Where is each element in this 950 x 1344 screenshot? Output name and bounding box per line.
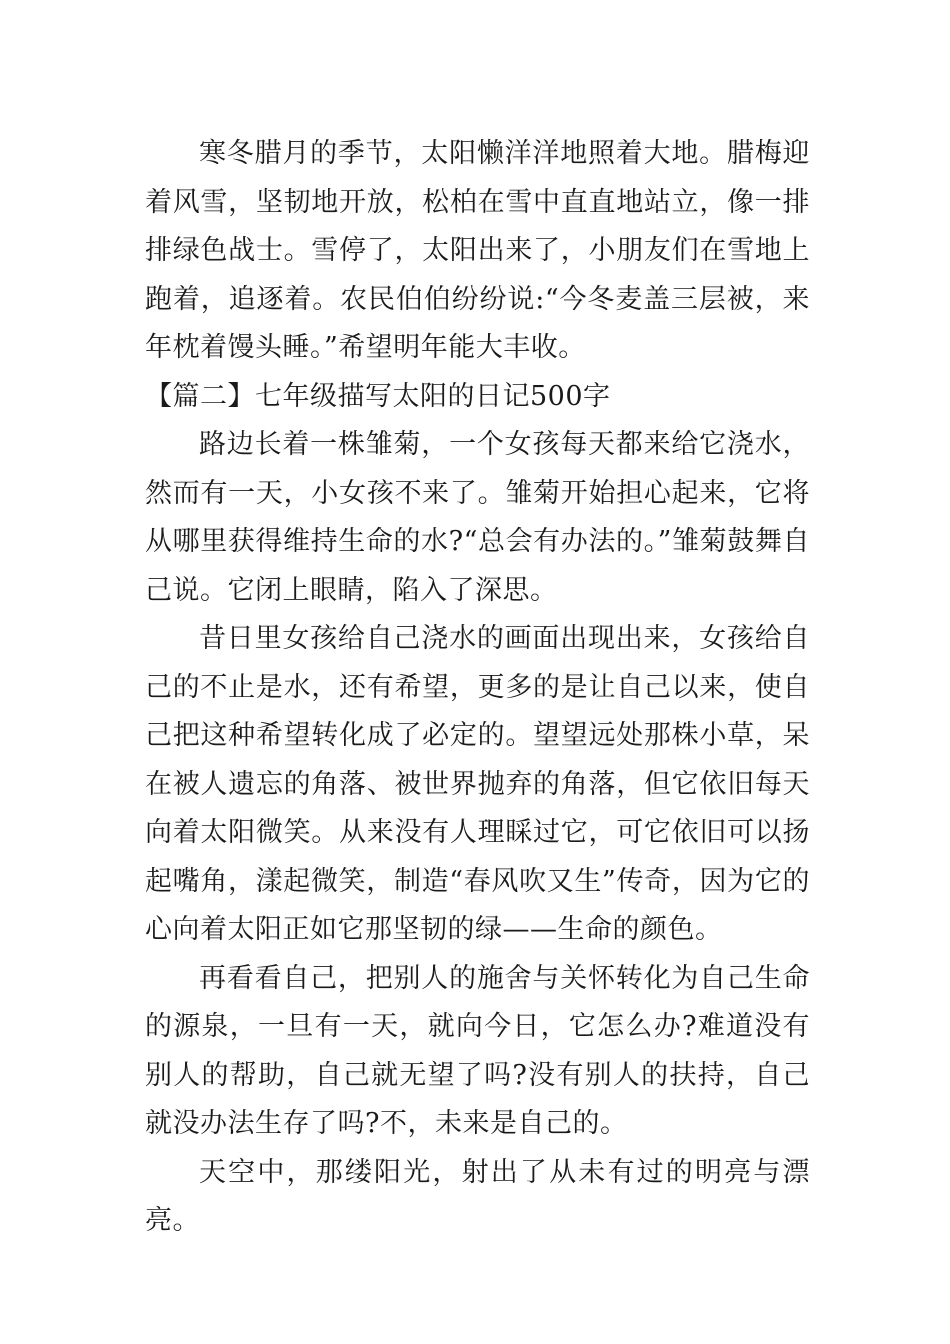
paragraph-daisy: 路边长着一株雏菊，一个女孩每天都来给它浇水，然而有一天，小女孩不来了。雏菊开始担心起来，它将从哪里获得维持生命的水?“总会有办法的。”雏菊鼓舞自己说。它闭上眼睛，陷入了深思。: [145, 429, 810, 606]
document-body: [145, 130, 810, 1246]
paragraph-sunlight: 天空中，那缕阳光，射出了从未有过的明亮与漂亮。: [145, 1156, 810, 1236]
section-heading: 【篇二】七年级描写太阳的日记500字: [145, 380, 611, 412]
paragraph-winter: 寒冬腊月的季节，太阳懒洋洋地照着大地。腊梅迎着风雪，坚韧地开放，松柏在雪中直直地站立，像一排排绿色战士。雪停了，太阳出来了，小朋友们在雪地上跑着，追逐着。农民伯伯纷纷说:“今冬麦盖三层被，来年枕着馒头睡。”希望明年能大丰收。: [145, 138, 810, 363]
paragraph-reflection: 再看看自己，把别人的施舍与关怀转化为自己生命的源泉，一旦有一天，就向今日，它怎么办?难道没有别人的帮助，自己就无望了吗?没有别人的扶持，自己就没办法生存了吗?不，未来是自己的。: [145, 962, 810, 1139]
paragraph-memory: 昔日里女孩给自己浇水的画面出现出来，女孩给自己的不止是水，还有希望，更多的是让自己以来，使自己把这种希望转化成了必定的。望望远处那株小草，呆在被人遗忘的角落、被世界抛弃的角落，但它依旧每天向着太阳微笑。从来没有人理睬过它，可它依旧可以扬起嘴角，漾起微笑，制造“春风吹又生”传奇，因为它的心向着太阳正如它那坚韧的绿——生命的颜色。: [145, 623, 810, 945]
